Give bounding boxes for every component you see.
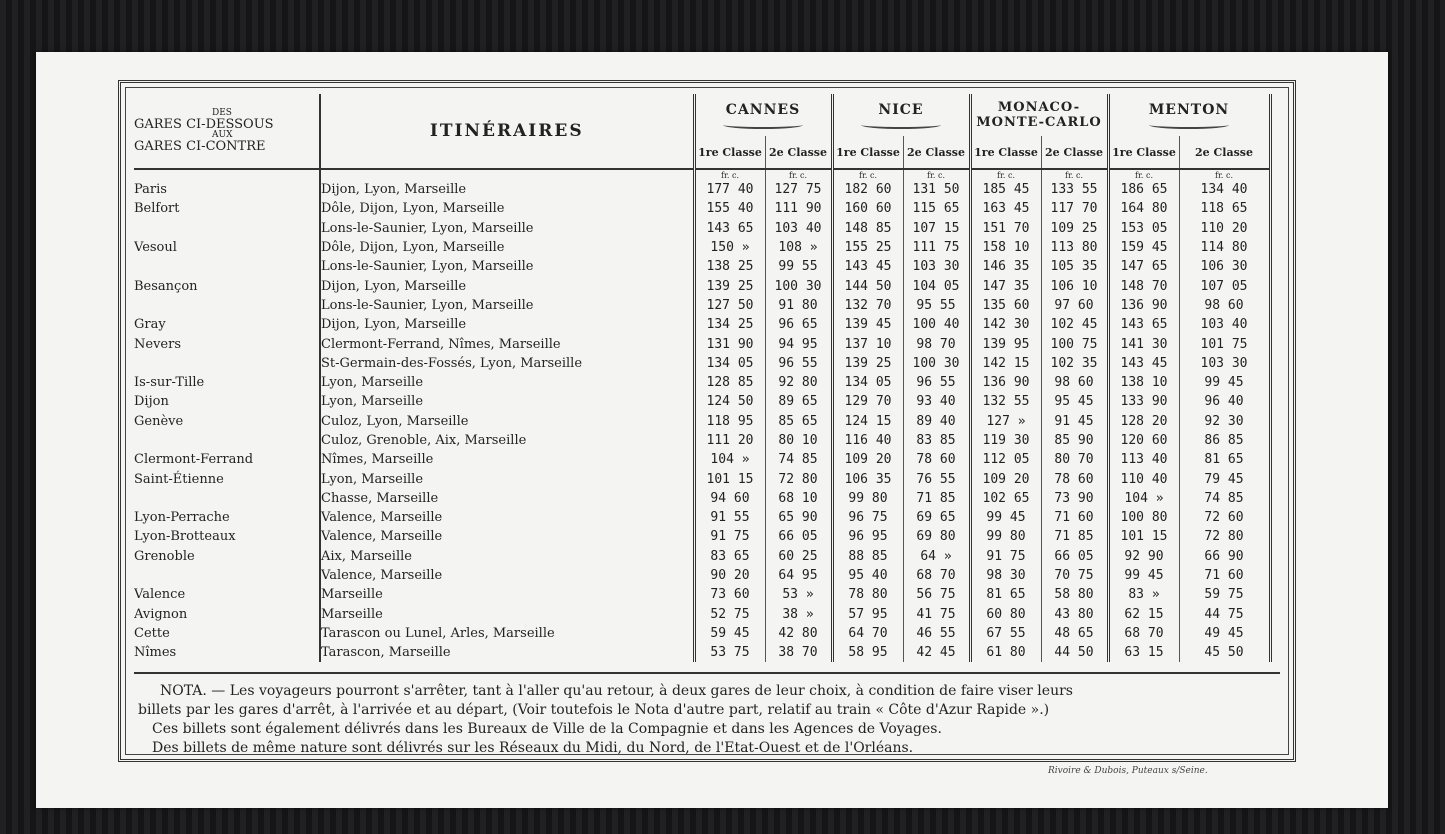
itinerary: Clermont-Ferrand, Nîmes, Marseille — [320, 334, 694, 353]
nota-line: billets par les gares d'arrêt, à l'arrivée et au départ, (Voir toutefois le Nota d'autre part, relatif au train « Côte d'Azur Rapide ».) — [138, 702, 1050, 718]
fare-cell: 109 20 — [970, 469, 1041, 488]
fare-cell: 53 75 — [694, 643, 765, 662]
fare-cell: 112 05 — [970, 450, 1041, 469]
fare-cell: 94 60 — [694, 489, 765, 508]
fare-cell: 135 60 — [970, 296, 1041, 315]
fare-cell: 109 20 — [832, 450, 903, 469]
fare-cell: 60 80 — [970, 605, 1041, 624]
fare-cell: 185 45 — [970, 180, 1041, 199]
fare-cell: 100 40 — [903, 315, 970, 334]
fare-cell: 83 » — [1108, 585, 1179, 604]
fare-cell: 127 » — [970, 412, 1041, 431]
itinerary: Lyon, Marseille — [320, 373, 694, 392]
station-name — [134, 354, 320, 373]
fare-cell: 68 70 — [903, 566, 970, 585]
fare-cell: 78 80 — [832, 585, 903, 604]
fare-cell: 69 80 — [903, 527, 970, 546]
fare-cell: 128 85 — [694, 373, 765, 392]
fare-cell: 92 30 — [1179, 412, 1270, 431]
fare-cell: 143 45 — [832, 257, 903, 276]
fare-cell: 58 95 — [832, 643, 903, 662]
fare-cell: 108 » — [765, 238, 832, 257]
fare-cell: 116 40 — [832, 431, 903, 450]
fare-cell: 143 65 — [694, 219, 765, 238]
fare-cell: 133 55 — [1041, 180, 1108, 199]
class-2-header: 2e Classe — [1179, 136, 1270, 169]
table-row — [134, 508, 1270, 527]
table-row — [134, 450, 1270, 469]
fare-cell: 107 15 — [903, 219, 970, 238]
itinerary: Marseille — [320, 585, 694, 604]
fare-cell: 99 80 — [970, 527, 1041, 546]
nota-section — [134, 672, 1280, 758]
fare-cell: 99 80 — [832, 489, 903, 508]
fare-cell: 131 90 — [694, 334, 765, 353]
station-name: Avignon — [134, 605, 320, 624]
fare-cell: 99 45 — [1108, 566, 1179, 585]
fare-cell: 83 65 — [694, 547, 765, 566]
fare-cell: 106 30 — [1179, 257, 1270, 276]
fare-cell: 103 40 — [765, 219, 832, 238]
fare-cell: 46 55 — [903, 624, 970, 643]
itinerary: Lons-le-Saunier, Lyon, Marseille — [320, 257, 694, 276]
class-1-header: 1re Classe — [970, 136, 1041, 169]
fare-cell: 136 90 — [1108, 296, 1179, 315]
fare-cell: 100 75 — [1041, 334, 1108, 353]
itinerary: Lyon, Marseille — [320, 469, 694, 488]
itinerary: Tarascon ou Lunel, Arles, Marseille — [320, 624, 694, 643]
fare-cell: 71 60 — [1179, 566, 1270, 585]
fare-cell: 147 35 — [970, 276, 1041, 295]
fare-cell: 106 10 — [1041, 276, 1108, 295]
fare-cell: 139 95 — [970, 334, 1041, 353]
table-row — [134, 431, 1270, 450]
table-row — [134, 238, 1270, 257]
fare-cell: 111 75 — [903, 238, 970, 257]
fare-cell: 99 45 — [970, 508, 1041, 527]
station-name: Paris — [134, 180, 320, 199]
fare-cell: 38 » — [765, 605, 832, 624]
fare-cell: 110 20 — [1179, 219, 1270, 238]
fare-cell: 109 25 — [1041, 219, 1108, 238]
fare-cell: 101 75 — [1179, 334, 1270, 353]
fare-cell: 105 35 — [1041, 257, 1108, 276]
fare-cell: 61 80 — [970, 643, 1041, 662]
station-name: Cette — [134, 624, 320, 643]
itinerary: Chasse, Marseille — [320, 489, 694, 508]
fare-cell: 143 45 — [1108, 354, 1179, 373]
class-2-header: 2e Classe — [903, 136, 970, 169]
itinerary: Valence, Marseille — [320, 527, 694, 546]
fare-cell: 139 25 — [694, 276, 765, 295]
fare-cell: 98 60 — [1179, 296, 1270, 315]
table-row — [134, 605, 1270, 624]
city-header-cannes: CANNES — [694, 94, 832, 136]
itinerary: St-Germain-des-Fossés, Lyon, Marseille — [320, 354, 694, 373]
station-name: Nevers — [134, 334, 320, 353]
itinerary: Valence, Marseille — [320, 566, 694, 585]
fare-cell: 148 70 — [1108, 276, 1179, 295]
fare-cell: 91 45 — [1041, 412, 1108, 431]
table-row — [134, 392, 1270, 411]
fare-cell: 91 55 — [694, 508, 765, 527]
fare-cell: 41 75 — [903, 605, 970, 624]
fare-cell: 102 35 — [1041, 354, 1108, 373]
fare-cell: 113 40 — [1108, 450, 1179, 469]
table-row — [134, 354, 1270, 373]
class-1-header: 1re Classe — [832, 136, 903, 169]
table-row — [134, 412, 1270, 431]
fare-cell: 72 80 — [765, 469, 832, 488]
fare-cell: 134 25 — [694, 315, 765, 334]
fare-cell: 124 15 — [832, 412, 903, 431]
station-name — [134, 219, 320, 238]
station-name: Lyon-Perrache — [134, 508, 320, 527]
fare-cell: 59 75 — [1179, 585, 1270, 604]
fare-cell: 81 65 — [1179, 450, 1270, 469]
fare-cell: 85 65 — [765, 412, 832, 431]
fare-cell: 107 05 — [1179, 276, 1270, 295]
station-name — [134, 257, 320, 276]
itinerary: Nîmes, Marseille — [320, 450, 694, 469]
itinerary: Dijon, Lyon, Marseille — [320, 276, 694, 295]
station-name: Besançon — [134, 276, 320, 295]
fare-cell: 64 70 — [832, 624, 903, 643]
table-row — [134, 624, 1270, 643]
fare-cell: 80 70 — [1041, 450, 1108, 469]
fare-cell: 44 75 — [1179, 605, 1270, 624]
station-name: Vesoul — [134, 238, 320, 257]
fare-cell: 95 55 — [903, 296, 970, 315]
fare-cell: 120 60 — [1108, 431, 1179, 450]
fare-cell: 64 » — [903, 547, 970, 566]
fare-cell: 95 45 — [1041, 392, 1108, 411]
fare-cell: 146 35 — [970, 257, 1041, 276]
fare-cell: 177 40 — [694, 180, 765, 199]
itinerary: Lons-le-Saunier, Lyon, Marseille — [320, 296, 694, 315]
fare-cell: 96 75 — [832, 508, 903, 527]
fare-cell: 104 05 — [903, 276, 970, 295]
fare-cell: 92 80 — [765, 373, 832, 392]
fare-cell: 66 05 — [765, 527, 832, 546]
units-row: fr. c. fr. c. fr. c. fr. c. fr. c. fr. c. fr. c. fr. c. — [134, 169, 1270, 180]
fare-cell: 131 50 — [903, 180, 970, 199]
fare-cell: 117 70 — [1041, 199, 1108, 218]
fare-cell: 103 40 — [1179, 315, 1270, 334]
fare-cell: 72 80 — [1179, 527, 1270, 546]
fare-cell: 58 80 — [1041, 585, 1108, 604]
fare-cell: 160 60 — [832, 199, 903, 218]
station-name: Is-sur-Tille — [134, 373, 320, 392]
fare-cell: 102 45 — [1041, 315, 1108, 334]
class-2-header: 2e Classe — [765, 136, 832, 169]
fare-cell: 70 75 — [1041, 566, 1108, 585]
class-2-header: 2e Classe — [1041, 136, 1108, 169]
fare-cell: 186 65 — [1108, 180, 1179, 199]
station-name — [134, 489, 320, 508]
fare-cell: 101 15 — [694, 469, 765, 488]
itinerary: Aix, Marseille — [320, 547, 694, 566]
table-row — [134, 373, 1270, 392]
fare-cell: 111 90 — [765, 199, 832, 218]
itineraries-header: ITINÉRAIRES — [320, 94, 694, 169]
fare-cell: 81 65 — [970, 585, 1041, 604]
fare-cell: 78 60 — [1041, 469, 1108, 488]
fare-cell: 150 » — [694, 238, 765, 257]
station-name — [134, 566, 320, 585]
fare-cell: 52 75 — [694, 605, 765, 624]
fare-cell: 73 60 — [694, 585, 765, 604]
fare-cell: 93 40 — [903, 392, 970, 411]
fare-cell: 94 95 — [765, 334, 832, 353]
fare-cell: 139 25 — [832, 354, 903, 373]
nota-line: NOTA. — Les voyageurs pourront s'arrêter, tant à l'aller qu'au retour, à deux gares de leur choix, à condition de faire viser leurs — [160, 683, 1073, 699]
fare-cell: 106 35 — [832, 469, 903, 488]
fare-cell: 158 10 — [970, 238, 1041, 257]
fare-cell: 45 50 — [1179, 643, 1270, 662]
fare-cell: 134 40 — [1179, 180, 1270, 199]
itinerary: Dôle, Dijon, Lyon, Marseille — [320, 199, 694, 218]
table-frame — [118, 80, 1296, 762]
station-name: Lyon-Brotteaux — [134, 527, 320, 546]
fare-cell: 115 65 — [903, 199, 970, 218]
fare-cell: 73 90 — [1041, 489, 1108, 508]
fare-cell: 103 30 — [1179, 354, 1270, 373]
station-name: Valence — [134, 585, 320, 604]
fare-cell: 86 85 — [1179, 431, 1270, 450]
city-header-nice: NICE — [832, 94, 970, 136]
fare-cell: 72 60 — [1179, 508, 1270, 527]
fare-cell: 98 70 — [903, 334, 970, 353]
fare-cell: 134 05 — [832, 373, 903, 392]
table-row — [134, 489, 1270, 508]
table-row — [134, 643, 1270, 662]
fare-cell: 83 85 — [903, 431, 970, 450]
fare-cell: 68 70 — [1108, 624, 1179, 643]
fare-cell: 100 30 — [765, 276, 832, 295]
table-row — [134, 257, 1270, 276]
fare-cell: 42 45 — [903, 643, 970, 662]
fare-cell: 91 75 — [970, 547, 1041, 566]
fare-cell: 132 55 — [970, 392, 1041, 411]
city-header-menton: MENTON — [1108, 94, 1270, 136]
fare-cell: 60 25 — [765, 547, 832, 566]
fare-cell: 124 50 — [694, 392, 765, 411]
table-row — [134, 180, 1270, 199]
fare-cell: 49 45 — [1179, 624, 1270, 643]
fare-cell: 88 85 — [832, 547, 903, 566]
fare-cell: 67 55 — [970, 624, 1041, 643]
itinerary: Culoz, Grenoble, Aix, Marseille — [320, 431, 694, 450]
fare-cell: 137 10 — [832, 334, 903, 353]
fare-cell: 110 40 — [1108, 469, 1179, 488]
fare-cell: 76 55 — [903, 469, 970, 488]
fare-cell: 118 65 — [1179, 199, 1270, 218]
fare-cell: 104 » — [694, 450, 765, 469]
station-name: Nîmes — [134, 643, 320, 662]
fare-cell: 134 05 — [694, 354, 765, 373]
fare-cell: 62 15 — [1108, 605, 1179, 624]
station-name: Dijon — [134, 392, 320, 411]
fare-cell: 78 60 — [903, 450, 970, 469]
fare-cell: 132 70 — [832, 296, 903, 315]
fare-cell: 85 90 — [1041, 431, 1108, 450]
itinerary: Lons-le-Saunier, Lyon, Marseille — [320, 219, 694, 238]
fare-cell: 118 95 — [694, 412, 765, 431]
fare-cell: 43 80 — [1041, 605, 1108, 624]
station-name — [134, 431, 320, 450]
table-row — [134, 547, 1270, 566]
fare-cell: 138 25 — [694, 257, 765, 276]
fare-cell: 79 45 — [1179, 469, 1270, 488]
fare-cell: 98 60 — [1041, 373, 1108, 392]
fare-cell: 89 40 — [903, 412, 970, 431]
fare-cell: 163 45 — [970, 199, 1041, 218]
fare-cell: 59 45 — [694, 624, 765, 643]
station-name: Gray — [134, 315, 320, 334]
fare-cell: 141 30 — [1108, 334, 1179, 353]
fare-cell: 91 75 — [694, 527, 765, 546]
fare-cell: 99 55 — [765, 257, 832, 276]
fare-cell: 66 90 — [1179, 547, 1270, 566]
fare-cell: 128 20 — [1108, 412, 1179, 431]
table-row — [134, 585, 1270, 604]
fare-cell: 99 45 — [1179, 373, 1270, 392]
stations-header: DES GARES CI-DESSOUS AUX GARES CI-CONTRE — [134, 94, 320, 169]
fare-cell: 102 65 — [970, 489, 1041, 508]
fare-cell: 96 95 — [832, 527, 903, 546]
nota-line: Des billets de même nature sont délivrés sur les Réseaux du Midi, du Nord, de l'Etat-Ouest et de l'Orléans. — [152, 740, 914, 756]
itinerary: Marseille — [320, 605, 694, 624]
fare-cell: 53 » — [765, 585, 832, 604]
fare-cell: 103 30 — [903, 257, 970, 276]
fare-cell: 96 40 — [1179, 392, 1270, 411]
fare-cell: 151 70 — [970, 219, 1041, 238]
fare-cell: 182 60 — [832, 180, 903, 199]
station-name: Genève — [134, 412, 320, 431]
itinerary: Dijon, Lyon, Marseille — [320, 315, 694, 334]
table-row — [134, 334, 1270, 353]
fare-cell: 127 75 — [765, 180, 832, 199]
fare-cell: 144 50 — [832, 276, 903, 295]
fare-cell: 100 80 — [1108, 508, 1179, 527]
fare-cell: 142 30 — [970, 315, 1041, 334]
fare-cell: 69 65 — [903, 508, 970, 527]
fare-cell: 96 65 — [765, 315, 832, 334]
itinerary: Dijon, Lyon, Marseille — [320, 180, 694, 199]
fare-cell: 155 40 — [694, 199, 765, 218]
fare-cell: 92 90 — [1108, 547, 1179, 566]
fare-cell: 71 60 — [1041, 508, 1108, 527]
fare-cell: 71 85 — [1041, 527, 1108, 546]
fare-cell: 65 90 — [765, 508, 832, 527]
itinerary: Tarascon, Marseille — [320, 643, 694, 662]
fare-cell: 71 85 — [903, 489, 970, 508]
table-row — [134, 296, 1270, 315]
fare-cell: 63 15 — [1108, 643, 1179, 662]
fare-cell: 56 75 — [903, 585, 970, 604]
fare-cell: 104 » — [1108, 489, 1179, 508]
fare-cell: 57 95 — [832, 605, 903, 624]
fare-cell: 95 40 — [832, 566, 903, 585]
table-row — [134, 219, 1270, 238]
printer-imprint: Rivoire & Dubois, Puteaux s/Seine. — [1048, 766, 1208, 776]
fare-cell: 42 80 — [765, 624, 832, 643]
fare-cell: 101 15 — [1108, 527, 1179, 546]
fare-cell: 143 65 — [1108, 315, 1179, 334]
table-row — [134, 199, 1270, 218]
fare-cell: 44 50 — [1041, 643, 1108, 662]
fare-cell: 113 80 — [1041, 238, 1108, 257]
station-name: Belfort — [134, 199, 320, 218]
timetable-card — [36, 52, 1388, 808]
itinerary: Lyon, Marseille — [320, 392, 694, 411]
fare-cell: 153 05 — [1108, 219, 1179, 238]
fare-table — [134, 94, 1272, 662]
fare-cell: 100 30 — [903, 354, 970, 373]
itinerary: Valence, Marseille — [320, 508, 694, 527]
fare-cell: 68 10 — [765, 489, 832, 508]
nota-line: Ces billets sont également délivrés dans les Bureaux de Ville de la Compagnie et dans les Agences de Voyages. — [152, 721, 942, 737]
fare-cell: 129 70 — [832, 392, 903, 411]
fare-cell: 97 60 — [1041, 296, 1108, 315]
table-row — [134, 566, 1270, 585]
fare-cell: 80 10 — [765, 431, 832, 450]
fare-cell: 127 50 — [694, 296, 765, 315]
table-row — [134, 315, 1270, 334]
station-name — [134, 296, 320, 315]
fare-cell: 91 80 — [765, 296, 832, 315]
table-row — [134, 527, 1270, 546]
fare-cell: 164 80 — [1108, 199, 1179, 218]
fare-cell: 133 90 — [1108, 392, 1179, 411]
fare-cell: 136 90 — [970, 373, 1041, 392]
fare-cell: 111 20 — [694, 431, 765, 450]
fare-cell: 147 65 — [1108, 257, 1179, 276]
city-header-monaco: MONACO- MONTE-CARLO — [970, 94, 1108, 136]
class-1-header: 1re Classe — [694, 136, 765, 169]
fare-cell: 139 45 — [832, 315, 903, 334]
fare-cell: 119 30 — [970, 431, 1041, 450]
fare-cell: 138 10 — [1108, 373, 1179, 392]
itinerary: Dôle, Dijon, Lyon, Marseille — [320, 238, 694, 257]
class-1-header: 1re Classe — [1108, 136, 1179, 169]
fare-cell: 66 05 — [1041, 547, 1108, 566]
fare-cell: 96 55 — [903, 373, 970, 392]
station-name: Clermont-Ferrand — [134, 450, 320, 469]
fare-cell: 74 85 — [765, 450, 832, 469]
fare-cell: 74 85 — [1179, 489, 1270, 508]
fare-cell: 89 65 — [765, 392, 832, 411]
fare-cell: 38 70 — [765, 643, 832, 662]
fare-cell: 96 55 — [765, 354, 832, 373]
fare-cell: 155 25 — [832, 238, 903, 257]
fare-cell: 64 95 — [765, 566, 832, 585]
fare-cell: 90 20 — [694, 566, 765, 585]
table-row — [134, 469, 1270, 488]
table-row — [134, 276, 1270, 295]
fare-cell: 98 30 — [970, 566, 1041, 585]
fare-cell: 142 15 — [970, 354, 1041, 373]
fare-cell: 159 45 — [1108, 238, 1179, 257]
fare-cell: 114 80 — [1179, 238, 1270, 257]
station-name: Grenoble — [134, 547, 320, 566]
fare-cell: 148 85 — [832, 219, 903, 238]
itinerary: Culoz, Lyon, Marseille — [320, 412, 694, 431]
fare-cell: 48 65 — [1041, 624, 1108, 643]
station-name: Saint-Étienne — [134, 469, 320, 488]
